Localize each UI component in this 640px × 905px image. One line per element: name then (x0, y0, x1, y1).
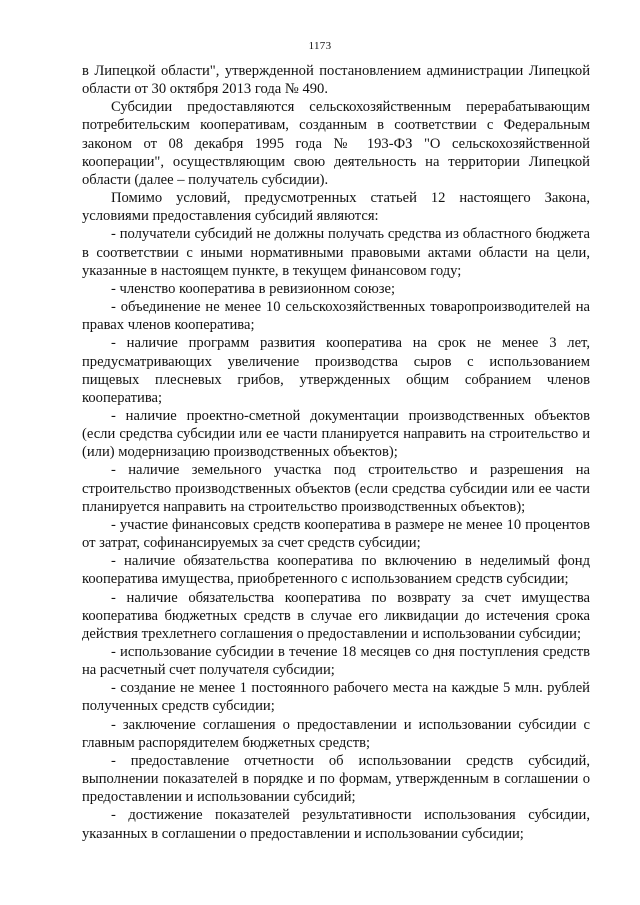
condition-item: - наличие обязательства кооператива по возврату за счет имущества кооператива бюджетных средств в случае его ликвидации до истечения срока действия трехлетнего соглашения о предоставлении и использовании субсидии; (82, 589, 590, 642)
condition-item: - наличие проектно-сметной документации производственных объектов (если средства субсидии или ее части планируется направить на строительство и (или) модернизацию производственных объектов); (82, 407, 590, 461)
condition-item: - наличие земельного участка под строительство и разрешения на строительство производственных объектов (если средства субсидии или ее части планируется направить на строительство производственных объектов); (82, 462, 590, 515)
condition-item: - членство кооператива в ревизионном союзе; (111, 280, 396, 297)
condition-item: - заключение соглашения о предоставлении и использовании субсидии с главным распорядителем бюджетных средств; (82, 716, 590, 751)
condition-item: - предоставление отчетности об использовании средств субсидий, выполнении показателей в порядке и по формам, утвержденным в соглашении о предоставлении и использовании субсидий; (82, 752, 590, 806)
condition-item: - создание не менее 1 постоянного рабочего места на каждые 5 млн. рублей полученных средств субсидии; (82, 680, 590, 715)
condition-item: - использование субсидии в течение 18 месяцев со дня поступления средств на расчетный счет получателя субсидии; (82, 644, 590, 679)
paragraph-subsidy-recipients: Субсидии предоставляются сельскохозяйственным перерабатывающим потребительским кооперативам, созданным в соответствии с Федеральным законом от 08 декабря 1995 года № 193-ФЗ "О сельскохозяйственной кооперации", осуществляющим свою деятельность на территории Липецкой области (далее – получатель субсидии). (82, 99, 590, 188)
condition-item: - достижение показателей результативности использования субсидии, указанных в соглашении о предоставлении и использовании субсидии; (82, 807, 590, 842)
page-number: 1173 (308, 40, 332, 52)
condition-item: - объединение не менее 10 сельскохозяйственных товаропроизводителей на правах членов кооператива; (82, 299, 590, 334)
paragraph-continuation: в Липецкой области", утвержденной постановлением администрации Липецкой области от 30 октября 2013 года № 490. (82, 63, 590, 98)
condition-item: - получатели субсидий не должны получать средства из областного бюджета в соответствии с иными нормативными правовыми актами области на цели, указанные в настоящем пункте, в текущем финансовом году; (82, 226, 590, 279)
condition-item: - участие финансовых средств кооператива в размере не менее 10 процентов от затрат, софинансируемых за счет средств субсидии; (82, 516, 590, 552)
condition-item: - наличие обязательства кооператива по включению в неделимый фонд кооператива имущества, приобретенного с использованием средств субсидии; (82, 553, 590, 588)
document-body (82, 62, 590, 843)
condition-item: - наличие программ развития кооператива на срок не менее 3 лет, предусматривающих увеличение производства сыров с использованием пищевых плесневых грибов, утвержденных общим собранием членов кооператива; (82, 335, 590, 406)
paragraph-conditions-intro: Помимо условий, предусмотренных статьей 12 настоящего Закона, условиями предоставления субсидий являются: (82, 190, 590, 225)
